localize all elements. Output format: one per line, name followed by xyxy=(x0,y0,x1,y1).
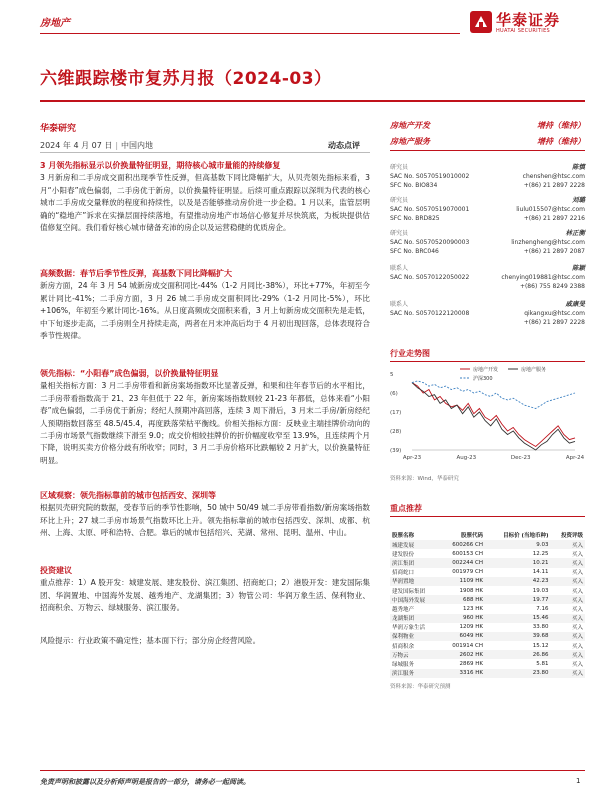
table-cell: 买入 xyxy=(571,606,583,613)
analyst-email[interactable]: chenying019881@htsc.com xyxy=(501,274,585,281)
publisher: 华泰研究 xyxy=(40,124,77,134)
col-header: 股票名称 xyxy=(392,533,415,539)
table-cell: 42.23 xyxy=(485,577,551,586)
huatai-logo xyxy=(470,9,590,37)
analyst-sfc: SFC No. BRC046 xyxy=(390,248,439,255)
y-tick-label: (28) xyxy=(390,429,402,435)
x-tick-label: Apr-23 xyxy=(402,455,422,461)
table-cell: 19.77 xyxy=(485,595,551,604)
table-cell: 买入 xyxy=(571,588,583,595)
huatai-logo-icon xyxy=(470,11,492,33)
rating-label: 房地产开发 xyxy=(390,121,430,130)
analyst-sfc: SFC No. BIO834 xyxy=(390,182,438,189)
section-body: 3 月新房和二手房成交面积出现季节性反弹，但高基数下同比降幅扩大，从贝壳领先指标来看，3 月“小阳春”成色偏弱，二手房优于新房，以价换量特征明显。后续可重点跟踪以深圳为代表的核心城市二手房成交量释放的程度和持续性，以及是否能够推动房价进一步企稳。1 月以来，监管层明确的“稳地产”诉求在实操层面持续落地，有望推动房地产市场信心修复并尽快筑底，为板块提供估值修复空间。我们看好核心城市储备充沛的房企以及运营稳健的优质房企。 xyxy=(40,173,370,233)
analyst-card xyxy=(390,300,585,327)
table-cell: 600153 CH xyxy=(452,550,484,557)
trend-chart xyxy=(390,364,585,469)
table-cell: 9.03 xyxy=(485,540,551,549)
table-cell: 招商蛇口 xyxy=(392,570,415,577)
table-cell: 39.68 xyxy=(485,632,551,641)
table-cell: 1109 HK xyxy=(439,577,485,586)
section-body: 新房方面，24 年 3 月 54 城新房成交面积同比-44%（1-2 月同比-38%），环比+77%，年初至今累计同比-41%；二手房方面，3 月 26 城二手房成交面积同比-29%（1-2 月同比-5%），环比+106%，年初至今累计同比-16%。从日度高频成交面积来看，3 月上旬新房成交面积先是走低，中下旬逐步走高，二手房则全月持续走高，两者在月末冲高后均于 4 月初出现回落，总体表现符合季节性规律。 xyxy=(40,281,370,341)
analyst-sac: SAC No. S0570519010002 xyxy=(390,173,470,180)
table-cell: 3316 HK xyxy=(439,669,485,678)
picks-divider xyxy=(390,516,585,517)
rating-value: 增持（维持） xyxy=(537,121,585,130)
table-cell: 保利物业 xyxy=(390,632,439,641)
analyst-phone: +(86) 21 2897 2228 xyxy=(523,319,585,326)
x-tick-label: Dec-23 xyxy=(510,455,531,461)
table-cell: 6049 HK xyxy=(439,632,485,641)
table-row xyxy=(390,659,585,668)
table-cell: 买入 xyxy=(571,551,583,558)
table-cell: 华润万象生活 xyxy=(392,625,426,632)
analyst-sac: SAC No. S0570520090003 xyxy=(390,239,470,246)
trend-source: 资料来源：Wind，华泰研究 xyxy=(390,476,459,482)
table-cell: 买入 xyxy=(571,625,583,632)
table-cell: 1908 HK xyxy=(459,587,484,594)
analyst-role: 研究员 xyxy=(390,164,409,171)
logo-subtext: HUATAI SECURITIES xyxy=(496,28,550,34)
table-cell: 7.16 xyxy=(536,605,549,612)
analyst-phone: +(86) 755 8249 2388 xyxy=(519,283,585,290)
rating-value: 增持（维持） xyxy=(537,137,585,146)
report-meta: 2024 年 4 月 07 日 | 中国内地 xyxy=(40,141,154,150)
risk-note: 风险提示：行业政策不确定性；基本面下行；部分房企经营风险。 xyxy=(40,636,261,645)
section-heading: 区域观察：领先指标靠前的城市包括西安、深圳等 xyxy=(40,491,216,500)
legend-label: 沪深300 xyxy=(473,376,493,382)
analyst-name: 刘璐 xyxy=(572,196,585,204)
analyst-name: 陈颖 xyxy=(572,264,585,272)
rating-label: 房地产服务 xyxy=(390,137,430,146)
analyst-phone: +(86) 21 2897 2228 xyxy=(523,182,585,189)
analyst-sac: SAC No. S0570122050022 xyxy=(390,274,470,281)
table-row xyxy=(390,577,585,586)
analyst-name: 戚康旻 xyxy=(565,300,585,308)
table-cell: 19.03 xyxy=(532,587,549,594)
table-cell: 华润置地 xyxy=(390,577,439,586)
table-cell: 001914 CH xyxy=(452,642,484,649)
analyst-sac: SAC No. S0570122120008 xyxy=(390,310,470,317)
table-cell: 滨江集团 xyxy=(390,558,439,567)
table-row xyxy=(390,669,585,678)
table-cell: 2869 HK xyxy=(459,661,484,668)
rating-row xyxy=(390,120,585,131)
section-heading: 3 月领先指标显示以价换量特征明显，期待核心城市量能的持续修复 xyxy=(40,161,281,170)
table-cell: 中国海外发展 xyxy=(390,595,439,604)
analyst-sac: SAC No. S0570519070001 xyxy=(390,206,470,213)
table-cell: 23.80 xyxy=(485,669,551,678)
section-2 xyxy=(40,268,370,342)
analyst-email[interactable]: liulu015507@htsc.com xyxy=(516,206,585,213)
table-cell: 买入 xyxy=(551,595,585,604)
table-cell: 绿城服务 xyxy=(392,662,415,669)
table-cell: 建发国际集团 xyxy=(392,588,426,595)
table-row xyxy=(390,650,585,659)
analyst-card xyxy=(390,196,585,223)
table-cell: 买入 xyxy=(551,614,585,623)
footer-disclaimer: 免责声明和披露以及分析师声明是报告的一部分，请务必一起阅读。 xyxy=(40,778,250,786)
table-row xyxy=(390,540,585,549)
section-heading: 高频数据：春节后季节性反弹，高基数下同比降幅扩大 xyxy=(40,269,232,278)
table-cell: 688 HK xyxy=(439,595,485,604)
table-row xyxy=(390,604,585,613)
table-cell: 26.86 xyxy=(485,650,551,659)
rating-row xyxy=(390,136,585,147)
table-cell: 15.12 xyxy=(532,642,549,649)
analyst-sfc: SFC No. BRD825 xyxy=(390,215,440,222)
analyst-email[interactable]: qikangxu@htsc.com xyxy=(524,310,585,317)
logo-text: 华泰证券 xyxy=(496,11,561,29)
x-tick-label: Aug-23 xyxy=(456,455,477,461)
series-line xyxy=(412,381,575,409)
col-header: 目标价 (当地币种) xyxy=(503,533,549,539)
rating-divider xyxy=(390,150,585,151)
picks-title: 重点推荐 xyxy=(390,504,422,513)
report-region: 中国内地 xyxy=(121,141,154,150)
table-cell: 960 HK xyxy=(439,614,485,623)
table-cell: 14.11 xyxy=(532,569,549,576)
table-cell: 002244 CH xyxy=(439,558,485,567)
meta-divider xyxy=(40,152,370,153)
table-cell: 建发股份 xyxy=(392,551,415,558)
report-date: 2024 年 4 月 07 日 xyxy=(40,141,113,150)
analyst-name: 陈慎 xyxy=(572,163,585,171)
table-row xyxy=(390,614,585,623)
picks-source: 资料来源：华泰研究预测 xyxy=(390,684,451,690)
table-cell: 600266 CH xyxy=(439,540,485,549)
section-heading: 投资建议 xyxy=(40,566,72,575)
analyst-card xyxy=(390,163,585,190)
analyst-email[interactable]: chenshen@htsc.com xyxy=(522,173,585,180)
header-divider xyxy=(40,33,460,34)
table-cell: 123 HK xyxy=(463,605,484,612)
table-cell: 买入 xyxy=(551,632,585,641)
trend-divider xyxy=(390,361,585,362)
table-cell: 买入 xyxy=(571,643,583,650)
table-cell: 万物云 xyxy=(390,650,439,659)
sector-tag: 房地产 xyxy=(40,18,70,29)
section-1 xyxy=(40,160,370,234)
analyst-card xyxy=(390,264,585,291)
picks-table xyxy=(390,530,585,678)
section-5 xyxy=(40,565,370,615)
table-row xyxy=(390,632,585,641)
section-body: 量相关指标方面：3 月二手房带看和新房案场指数环比显著反弹，和果和往年春节后的水平相比，二手房带看指数高于 21、23 年但低于 22 年，新房案场指数则较 21-23 年都低，总体来看“小阳春”成色偏弱，二手房优于新房；经纪人预期冲高回落，连续 3 周下滑后，3 月末二手房/新房经纪人预期指数回落至 48.5/45.4，再度跌落荣枯平衡线。价相关指标方面：反映业主端挂牌价动向的二手房市场景气指数继续下滑至 9.0；成交价相较挂牌价的折价幅度收窄至 13.9%，且连续两个月下降，说明买卖方价格分歧有所收窄；同时，3 月二手房价格环比跌幅较 2 月扩大，以价换量特征明显。 xyxy=(40,381,370,465)
analyst-role: 研究员 xyxy=(390,197,409,204)
y-tick-label: (6) xyxy=(390,391,398,397)
section-3 xyxy=(40,368,370,467)
y-tick-label: (17) xyxy=(390,410,402,416)
analyst-phone: +(86) 21 2897 2087 xyxy=(523,248,585,255)
table-cell: 买入 xyxy=(551,577,585,586)
section-body: 重点推荐：1）A 股开发：城建发展、建发股份、滨江集团、招商蛇口；2）港股开发：建发国际集团、华润置地、中国海外发展、越秀地产、龙湖集团；3）物管公司：华润万象生活、保利物业、招商积余、万物云、绿城服务、滨江服务。 xyxy=(40,578,370,613)
section-body: 根据贝壳研究院的数据，受春节后的季节性影响，50 城中 50/49 城二手房带看指数/新房案场指数环比上升；27 城二手房市场景气指数环比上升。领先指标靠前的城市包括西安、深圳、成都、杭州、上海、太原、呼和浩特、合肥。靠后的城市包括绍兴、芜湖、常州、昆明、温州、中山。 xyxy=(40,503,370,538)
analyst-card xyxy=(390,229,585,256)
table-cell: 2602 HK xyxy=(439,650,485,659)
table-cell: 1209 HK xyxy=(459,624,484,631)
col-header: 股票代码 xyxy=(461,533,484,539)
analyst-email[interactable]: linzhengheng@htsc.com xyxy=(511,239,585,246)
table-cell: 10.21 xyxy=(485,558,551,567)
x-tick-label: Apr-24 xyxy=(565,455,585,461)
table-cell: 33.80 xyxy=(532,624,549,631)
table-row xyxy=(390,623,585,632)
table-cell: 买入 xyxy=(551,669,585,678)
table-row xyxy=(390,558,585,567)
table-cell: 15.46 xyxy=(485,614,551,623)
y-tick-label: 5 xyxy=(390,372,394,378)
table-row xyxy=(390,549,585,558)
y-tick-label: (39) xyxy=(390,448,402,454)
table-cell: 5.81 xyxy=(536,661,549,668)
trend-title: 行业走势图 xyxy=(390,349,430,358)
legend-label: 房地产服务 xyxy=(521,367,547,373)
table-row xyxy=(390,568,585,577)
table-row xyxy=(390,641,585,650)
table-row xyxy=(390,586,585,595)
page-number: 1 xyxy=(576,777,581,785)
table-cell: 越秀地产 xyxy=(392,606,415,613)
table-cell: 招商积余 xyxy=(392,643,415,650)
report-title: 六维跟踪楼市复苏月报（2024-03） xyxy=(40,69,332,89)
section-heading: 领先指标：“小阳春”成色偏弱，以价换量特征明显 xyxy=(40,369,219,378)
section-4 xyxy=(40,490,370,540)
analyst-role: 研究员 xyxy=(390,230,409,237)
picks-header-row xyxy=(390,530,585,540)
report-type: 动态点评 xyxy=(328,141,360,150)
table-cell: 买入 xyxy=(551,540,585,549)
table-cell: 龙湖集团 xyxy=(390,614,439,623)
table-cell: 买入 xyxy=(551,558,585,567)
footer-divider xyxy=(40,770,585,771)
col-header: 投资评级 xyxy=(560,533,583,539)
table-cell: 12.25 xyxy=(532,550,549,557)
analyst-role: 联系人 xyxy=(390,265,409,272)
table-cell: 城建发展 xyxy=(390,540,439,549)
table-cell: 买入 xyxy=(571,570,583,577)
analyst-role: 联系人 xyxy=(390,301,409,308)
table-cell: 滨江服务 xyxy=(390,669,439,678)
title-divider xyxy=(40,100,585,102)
table-cell: 买入 xyxy=(571,662,583,669)
series-line xyxy=(412,383,575,450)
analyst-name: 林正衡 xyxy=(565,229,585,237)
table-cell: 001979 CH xyxy=(452,569,484,576)
table-row xyxy=(390,595,585,604)
legend-label: 房地产开发 xyxy=(473,367,499,373)
analyst-phone: +(86) 21 2897 2216 xyxy=(523,215,585,222)
table-cell: 买入 xyxy=(551,650,585,659)
